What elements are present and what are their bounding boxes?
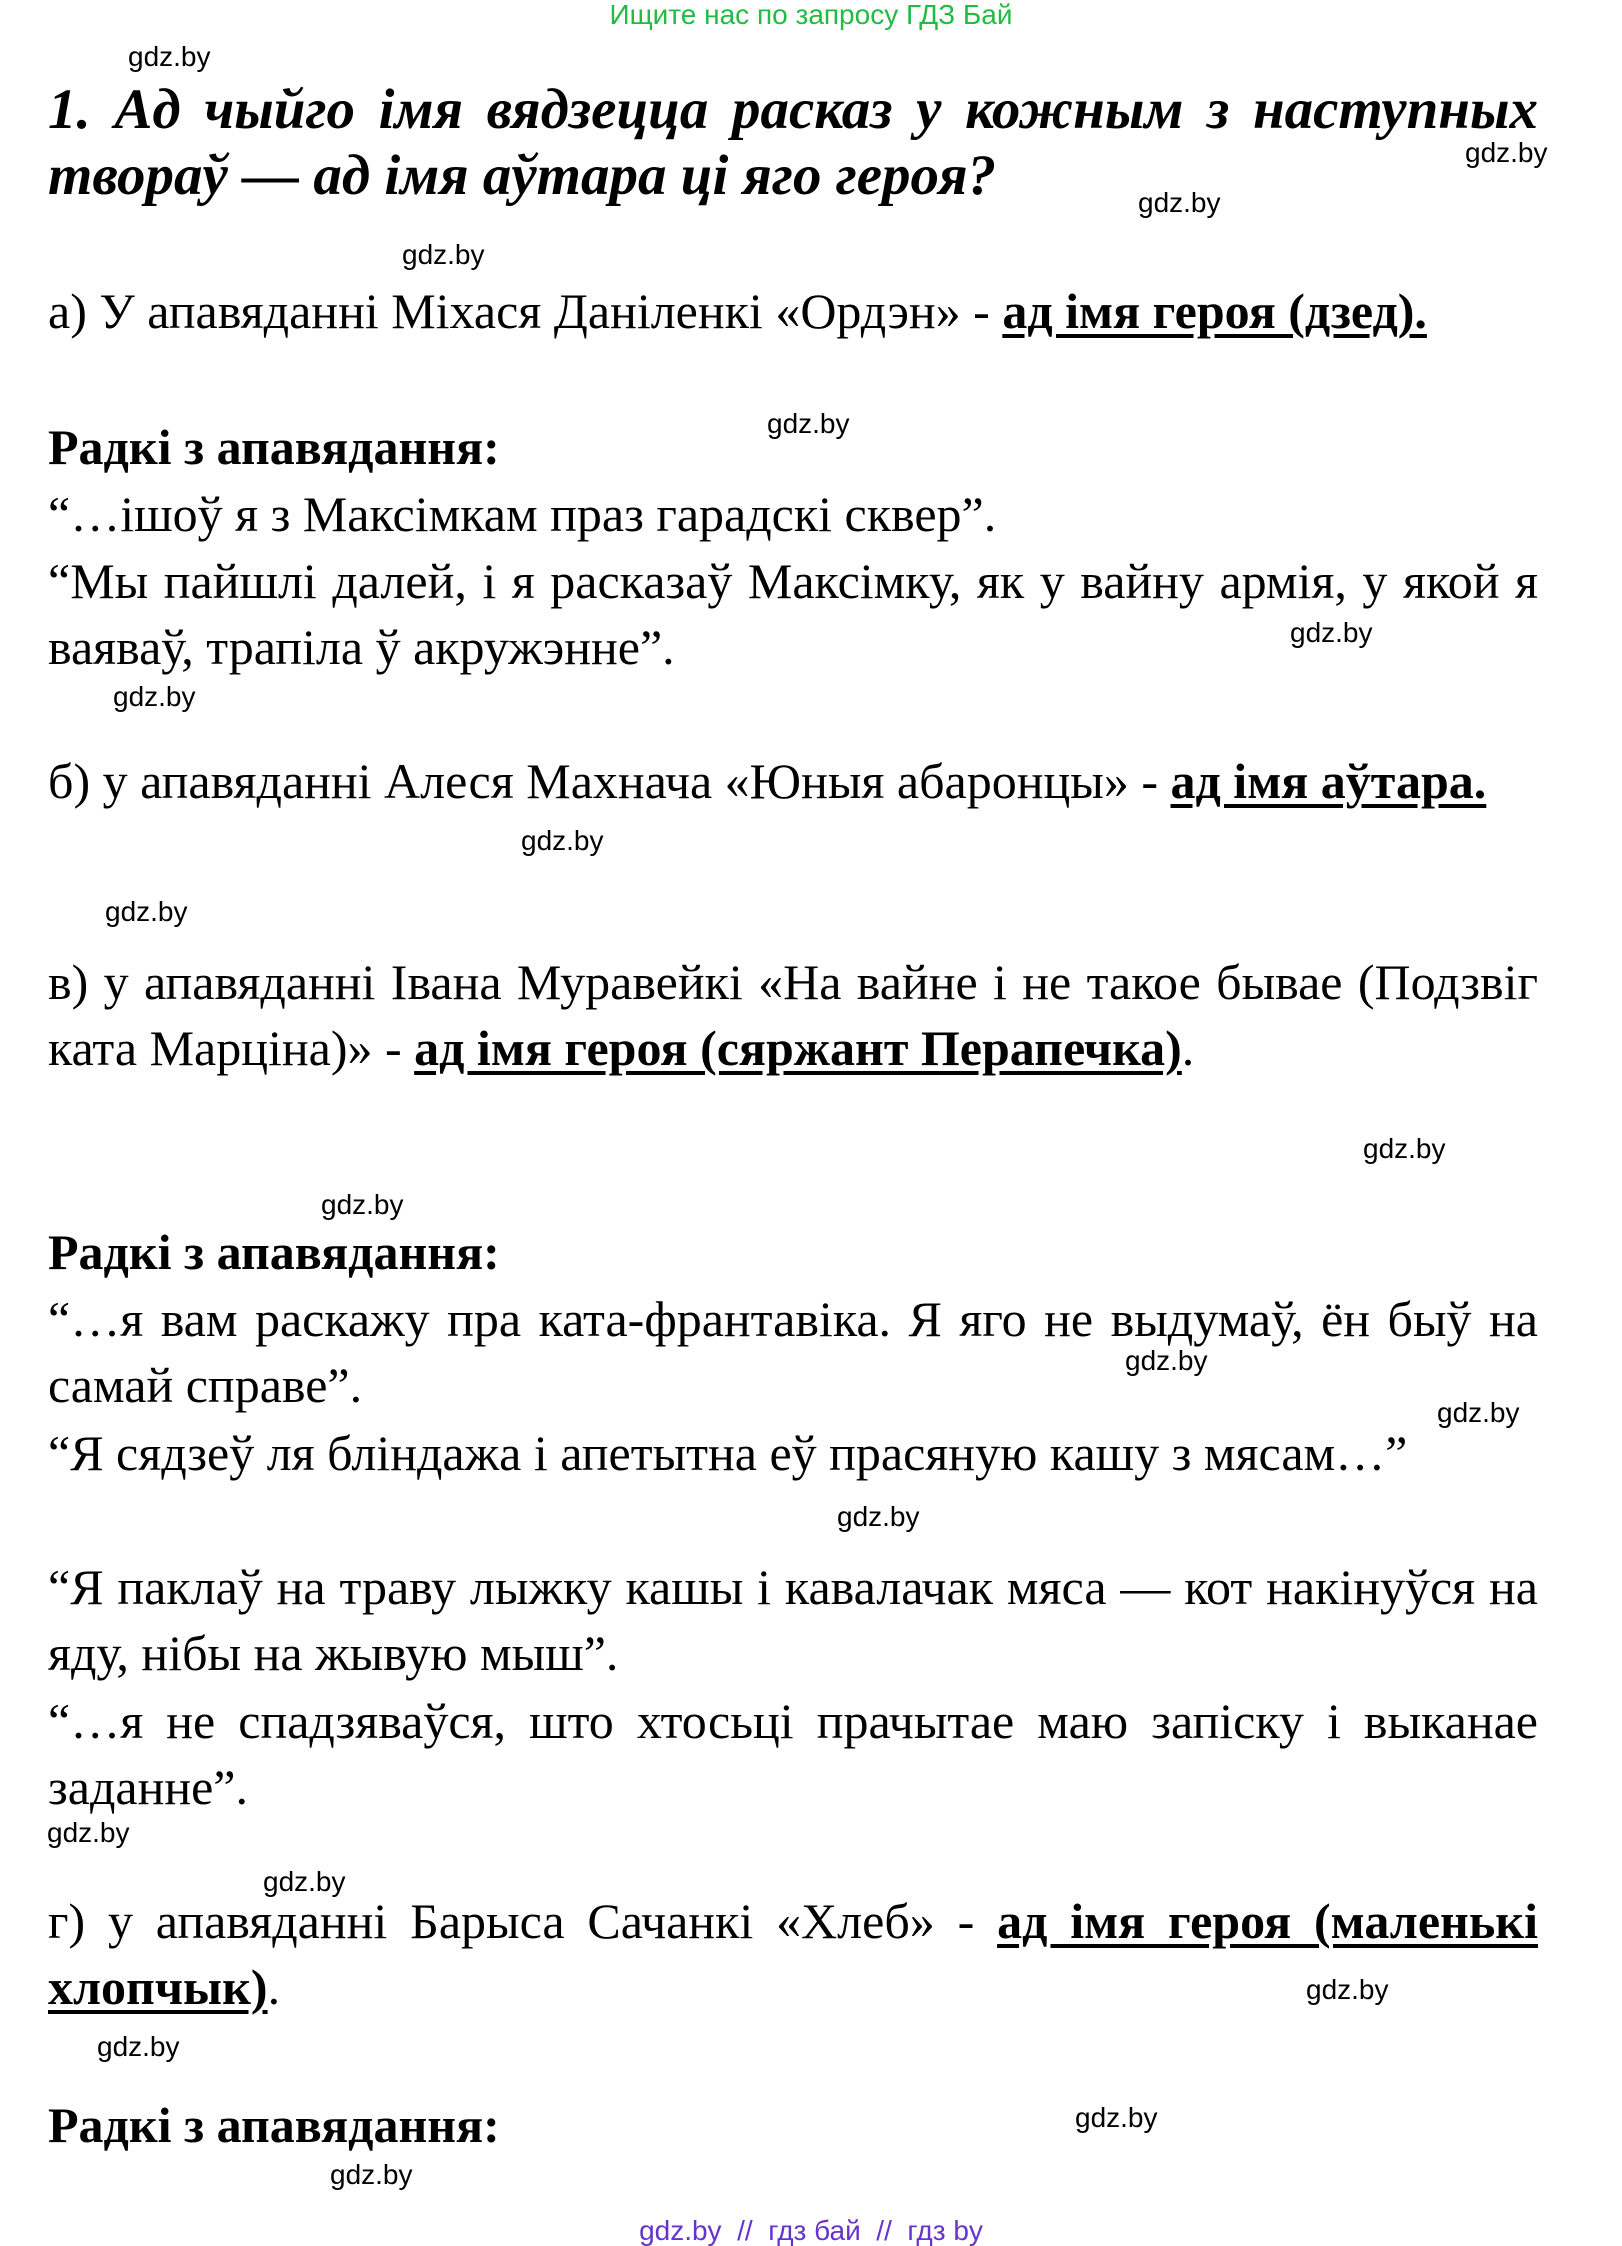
section-b bbox=[48, 748, 1538, 814]
lines-heading: Радкі з апавядання: bbox=[48, 419, 500, 475]
section-v-tail: . bbox=[1181, 1020, 1195, 1076]
quote-v-1: “…я вам раскажу пра ката-франтавіка. Я яго не выдумаў, ён быў на самай справе”. bbox=[48, 1291, 1538, 1413]
section-g-text: г) у апавяданні Барыса Сачанкі «Хлеб» - bbox=[48, 1893, 998, 1949]
quote-a-1: “…ішоў я з Максімкам праз гарадскі сквер”. bbox=[48, 486, 997, 542]
watermark: gdz.by bbox=[1290, 617, 1373, 648]
watermark: gdz.by bbox=[128, 41, 211, 72]
watermark: gdz.by bbox=[321, 1189, 404, 1220]
section-a bbox=[48, 278, 1538, 344]
lines-heading: Радкі з апавядання: bbox=[48, 1224, 500, 1280]
section-g bbox=[48, 1888, 1538, 2020]
quote-a-2: “Мы пайшлі далей, і я расказаў Максімку, як у вайну армія, у якой я ваяваў, трапіла ў акружэнне”. bbox=[48, 553, 1538, 675]
section-b-text: б) у апавяданні Алеся Махнача «Юныя абаронцы» - bbox=[48, 753, 1171, 809]
section-a-text: а) У апавяданні Міхася Даніленкі «Ордэн» - bbox=[48, 283, 1003, 339]
watermark: gdz.by bbox=[105, 896, 188, 927]
footer-links[interactable]: gdz.by // гдз бай // гдз by bbox=[639, 2215, 983, 2246]
section-v-text: в) у апавяданні Івана Муравейкі «На вайне і не такое бывае (Подзвіг ката Марціна)» - bbox=[48, 954, 1538, 1076]
quote-v-2: “Я сядзеў ля бліндажа і апетытна еў прасяную кашу з мясам…” bbox=[48, 1425, 1408, 1481]
lines-heading: Радкі з апавядання: bbox=[48, 2097, 500, 2153]
watermark: gdz.by bbox=[97, 2031, 180, 2062]
watermark: gdz.by bbox=[1465, 137, 1548, 168]
quote-v-4: “…я не спадзяваўся, што хтосьці прачытае маю запіску і выканае заданне”. bbox=[48, 1693, 1538, 1815]
task-title: 1. Ад чыйго імя вядзецца расказ у кожным з наступных твораў — ад імя аўтара ці яго героя? bbox=[48, 78, 1538, 207]
watermark: gdz.by bbox=[1363, 1133, 1446, 1164]
section-v bbox=[48, 949, 1538, 1081]
watermark: gdz.by bbox=[837, 1501, 920, 1532]
watermark: gdz.by bbox=[47, 1817, 130, 1848]
watermark: gdz.by bbox=[521, 825, 604, 856]
watermark: gdz.by bbox=[330, 2159, 413, 2190]
section-g-tail: . bbox=[267, 1959, 281, 2015]
watermark: gdz.by bbox=[402, 239, 485, 270]
watermark: gdz.by bbox=[1138, 187, 1221, 218]
watermark: gdz.by bbox=[113, 681, 196, 712]
watermark: gdz.by bbox=[1437, 1397, 1520, 1428]
watermark: gdz.by bbox=[1075, 2102, 1158, 2133]
top-banner[interactable]: Ищите нас по запросу ГДЗ Бай bbox=[609, 0, 1013, 30]
section-g-answer: ад імя героя (маленькі хлопчык) bbox=[48, 1893, 1538, 2015]
watermark: gdz.by bbox=[767, 408, 850, 439]
section-a-answer: ад імя героя (дзед). bbox=[1002, 283, 1427, 339]
quote-v-3: “Я паклаў на траву лыжку кашы і кавалачак мяса — кот накінуўся на яду, нібы на жывую мыш”. bbox=[48, 1559, 1538, 1681]
watermark: gdz.by bbox=[1125, 1345, 1208, 1376]
section-v-answer: ад імя героя (сяржант Перапечка) bbox=[414, 1020, 1182, 1076]
watermark: gdz.by bbox=[263, 1866, 346, 1897]
section-b-answer: ад імя аўтара. bbox=[1170, 753, 1487, 809]
watermark: gdz.by bbox=[1306, 1974, 1389, 2005]
